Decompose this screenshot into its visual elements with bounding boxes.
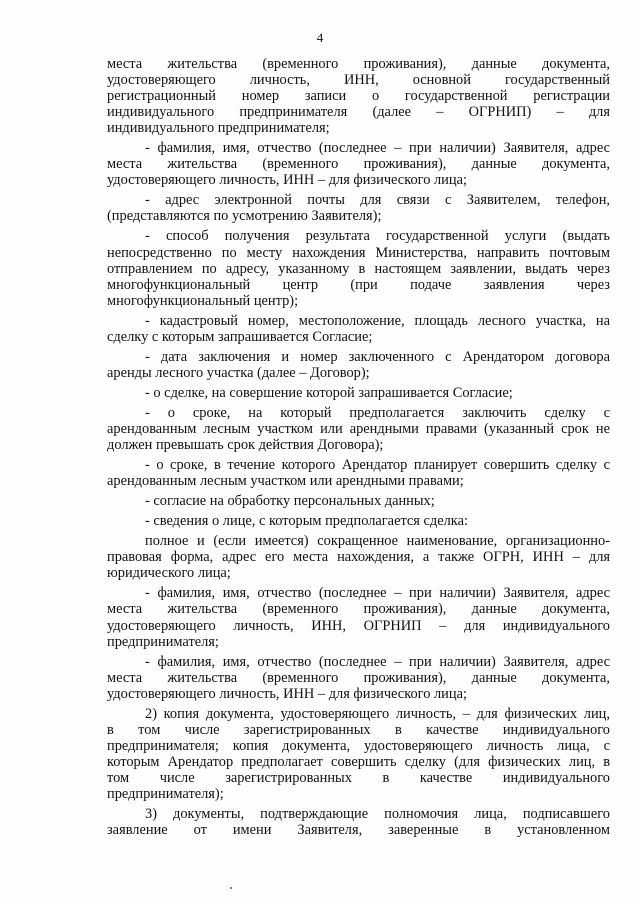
text-line: должен превышать срок действия Договора);	[107, 437, 384, 454]
text-line: - сведения о лице, с которым предполагается сделка:	[145, 513, 468, 530]
text-line: - фамилия, имя, отчество (последнее – при наличии) Заявителя, адрес	[145, 585, 610, 602]
paragraph	[107, 228, 610, 308]
text-line: предпринимателя);	[107, 785, 224, 802]
text-line: аренды лесного участка (далее – Договор);	[107, 364, 370, 381]
text-line: - дата заключения и номер заключенного с Арендатором договора	[145, 348, 610, 365]
paragraph	[107, 56, 610, 136]
paragraph	[107, 513, 610, 529]
text-line: 3) документы, подтверждающие полномочия лица, подписавшего	[145, 806, 610, 823]
paragraph	[107, 493, 610, 509]
scan-speck	[230, 887, 232, 889]
text-line: отправлением по адресу, указанному в настоящем заявлении, выдать через	[107, 260, 610, 277]
text-line: индивидуального предпринимателя;	[107, 120, 330, 137]
text-line: сделку с которым запрашивается Согласие;	[107, 328, 373, 345]
text-line: - согласие на обработку персональных данных;	[145, 493, 435, 510]
text-line: места жительства (временного проживания), данные документа,	[107, 56, 610, 72]
paragraph	[107, 585, 610, 649]
text-line: арендованным лесным участком или арендными правами;	[107, 473, 464, 490]
text-line: - кадастровый номер, местоположение, площадь лесного участка, на	[145, 312, 610, 329]
text-line: - фамилия, имя, отчество (последнее – при наличии) Заявителя, адрес	[145, 140, 610, 157]
text-line: регистрационный номер записи о государственной регистрации	[107, 88, 610, 105]
text-line: места жительства (временного проживания), данные документа,	[107, 156, 610, 173]
text-line: в том числе зарегистрированных в качестве индивидуального	[107, 721, 610, 738]
text-line: полное и (если имеется) сокращенное наименование, организационно-	[145, 533, 610, 550]
page-number: 4	[316, 30, 324, 45]
text-line: - адрес электронной почты для связи с Заявителем, телефон,	[145, 192, 610, 209]
text-line: юридического лица;	[107, 565, 231, 582]
paragraph	[107, 654, 610, 702]
paragraph	[107, 405, 610, 453]
text-line: заявление от имени Заявителя, заверенные в установленном	[107, 822, 610, 839]
text-line: - о сделке, на совершение которой запрашивается Согласие;	[145, 384, 513, 401]
text-line: правовая форма, адрес его места нахождения, а также ОГРН, ИНН – для	[107, 549, 610, 566]
text-line: которым Арендатор предполагает совершить сделку (для физических лиц, в	[107, 753, 610, 770]
text-line: 2) копия документа, удостоверяющего личность, – для физических лиц,	[145, 705, 610, 722]
text-line: арендованным лесным участком или арендными правами (указанный срок не	[107, 420, 610, 437]
paragraph	[107, 349, 610, 381]
text-line: многофункциональный центр);	[107, 292, 299, 309]
text-line: удостоверяющего личность, ИНН, ОГРНИП – для индивидуального	[107, 617, 610, 634]
paragraph	[107, 533, 610, 581]
text-line: многофункциональный центр (при подаче заявления через	[107, 276, 610, 293]
text-line: - о сроке, на который предполагается заключить сделку с	[145, 404, 610, 421]
text-line: непосредственно по месту нахождения Министерства, направить почтовым	[107, 244, 610, 261]
text-line: места жительства (временного проживания), данные документа,	[107, 669, 610, 686]
paragraph	[107, 313, 610, 345]
text-line: места жительства (временного проживания), данные документа,	[107, 601, 610, 618]
text-line: индивидуального предпринимателя (далее – ОГРНИП) – для	[107, 104, 610, 121]
text-line: (представляются по усмотрению Заявителя);	[107, 208, 382, 225]
text-line: - фамилия, имя, отчество (последнее – при наличии) Заявителя, адрес	[145, 653, 610, 670]
paragraph	[107, 457, 610, 489]
paragraph	[107, 385, 610, 401]
text-line: - способ получения результата государственной услуги (выдать	[145, 228, 610, 245]
text-line: предпринимателя;	[107, 633, 219, 650]
text-line: удостоверяющего личность, ИНН – для физического лица;	[107, 172, 467, 189]
text-line: удостоверяющего личность, ИНН, основной государственный	[107, 72, 610, 89]
text-line: предпринимателя; копия документа, удостоверяющего личность лица, с	[107, 737, 610, 754]
paragraph	[107, 806, 610, 838]
text-line: том числе зарегистрированных в качестве индивидуального	[107, 769, 610, 786]
text-line: - о сроке, в течение которого Арендатор планирует совершить сделку с	[145, 457, 610, 474]
paragraph	[107, 706, 610, 802]
paragraph	[107, 140, 610, 188]
text-line: удостоверяющего личность, ИНН – для физического лица;	[107, 685, 467, 702]
document-body	[107, 56, 610, 842]
paragraph	[107, 192, 610, 224]
